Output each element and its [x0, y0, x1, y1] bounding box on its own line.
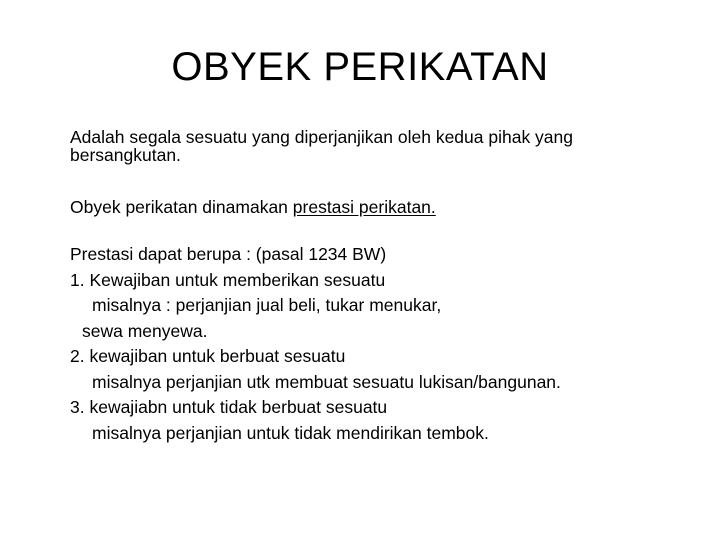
prestasi-text: Obyek perikatan dinamakan	[70, 197, 293, 217]
list-item-3: 3. kewajiabn untuk tidak berbuat sesuatu	[70, 397, 388, 417]
definition-line-2: bersangkutan.	[70, 145, 181, 165]
list-item-2-example: misalnya perjanjian utk membuat sesuatu lukisan/bangunan.	[92, 371, 561, 392]
list-item-1-example-cont: sewa menyewa.	[82, 320, 208, 341]
slide-title: OBYEK PERIKATAN	[171, 45, 549, 89]
list-item-1: 1. Kewajiban untuk memberikan sesuatu	[70, 269, 386, 290]
prestasi-paragraph	[70, 198, 690, 216]
list-item-1-example: misalnya : perjanjian jual beli, tukar menukar,	[92, 295, 442, 315]
list-item-3-example: misalnya perjanjian untuk tidak mendirikan tembok.	[92, 422, 489, 443]
definition-line-1: Adalah segala sesuatu yang diperjanjikan oleh kedua pihak yang	[70, 127, 574, 147]
definition-paragraph	[70, 128, 690, 164]
prestasi-emphasis: prestasi perikatan.	[292, 197, 436, 217]
prestasi-list	[70, 242, 690, 446]
list-heading: Prestasi dapat berupa : (pasal 1234 BW)	[70, 244, 387, 264]
list-item-2: 2. kewajiban untuk berbuat sesuatu	[70, 346, 346, 366]
